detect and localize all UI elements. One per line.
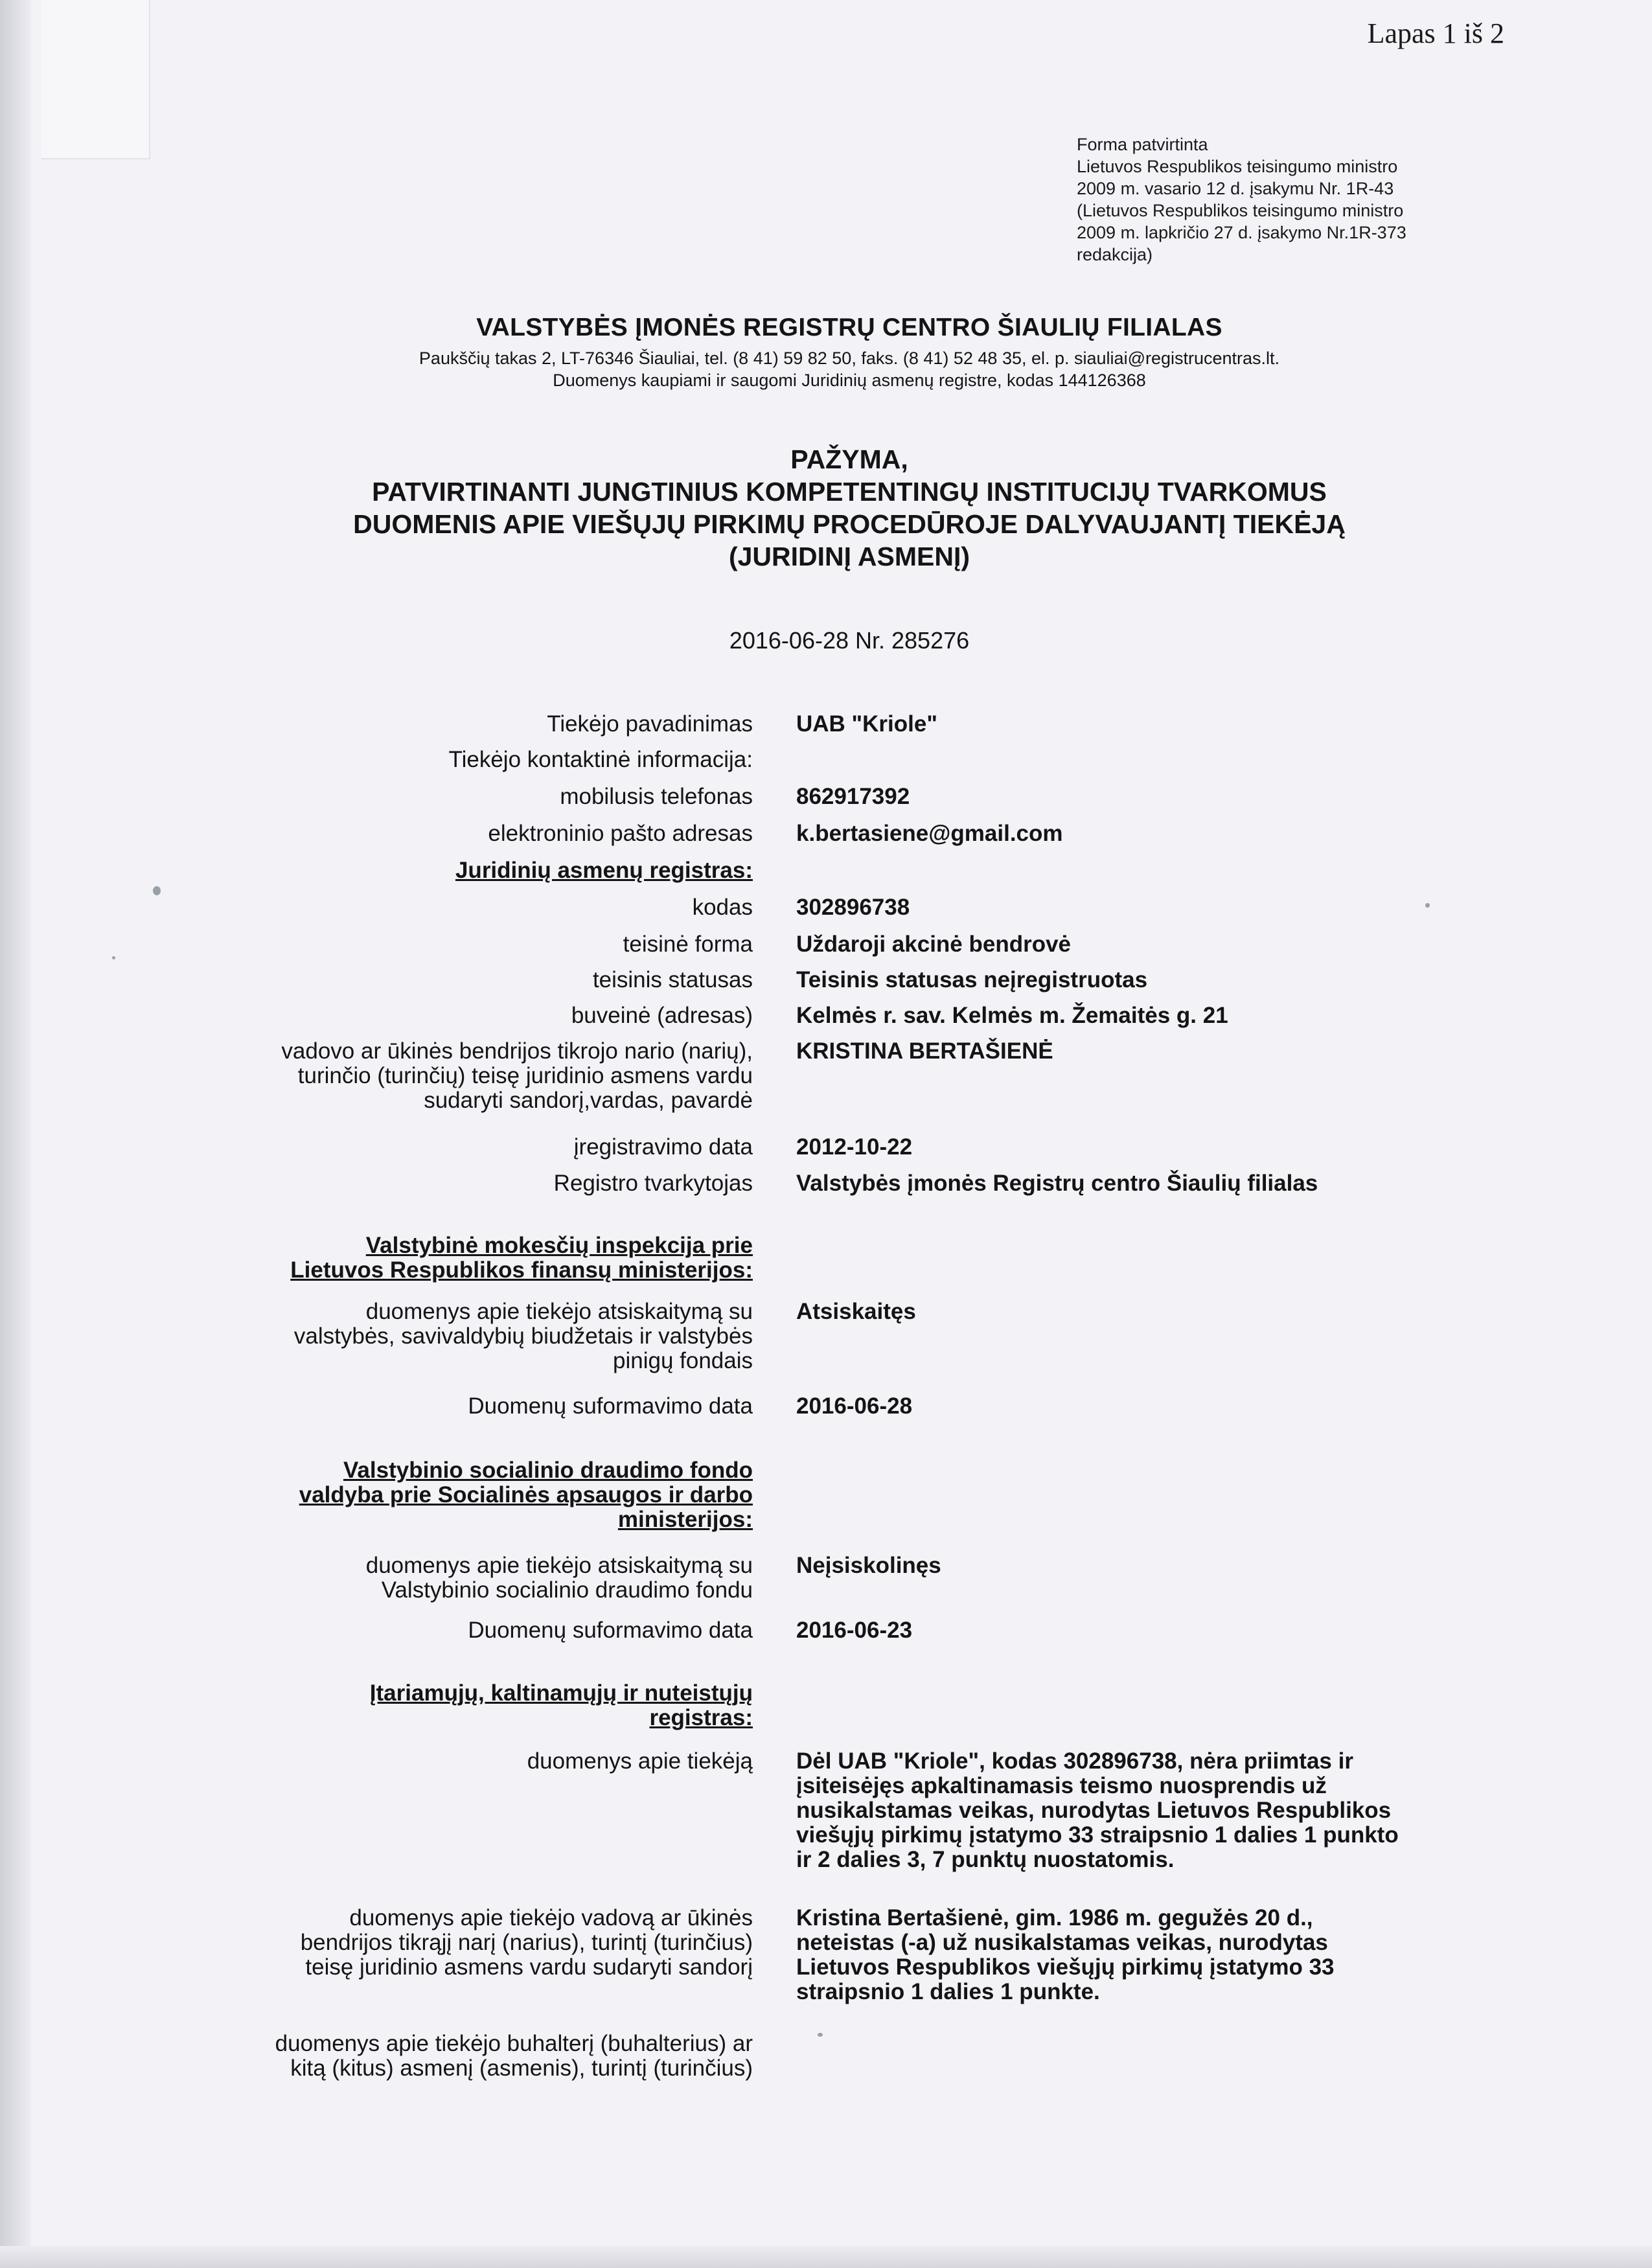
criminal-manager-label-line: bendrijos tikrąjį narį (narius), turintį (turinčius) [300, 1930, 753, 1955]
criminal-supplier-value [796, 1749, 1515, 1872]
legal-registry-heading: Juridinių asmenų registras: [455, 858, 753, 883]
registry-keeper-label: Registro tvarkytojas [553, 1171, 753, 1196]
social-heading [105, 1458, 753, 1532]
legal-status-label: teisinis statusas [592, 967, 753, 992]
form-note-line: redakcija) [1077, 245, 1153, 264]
scan-speck [112, 956, 115, 959]
criminal-supplier-line: viešųjų pirkimų įstatymo 33 straipsnio 1 dalies 1 punkto [796, 1822, 1399, 1848]
legal-form-value: Uždaroji akcinė bendrovė [796, 932, 1072, 957]
email-label: elektroninio pašto adresas [488, 821, 753, 846]
criminal-manager-value [796, 1906, 1515, 2004]
issuer-name: VALSTYBĖS ĮMONĖS REGISTRŲ CENTRO ŠIAULIŲ FILIALAS [476, 314, 1222, 341]
phone-label: mobilusis telefonas [560, 784, 753, 809]
social-date-label: Duomenų suformavimo data [468, 1618, 753, 1643]
title-line: PAŽYMA, [790, 444, 908, 474]
form-note-line: Forma patvirtinta [1077, 135, 1208, 154]
email-value: k.bertasiene@gmail.com [796, 821, 1063, 846]
criminal-manager-line: Lietuvos Respublikos viešųjų pirkimų įstatymo 33 [796, 1954, 1335, 1980]
social-settlement-label-line: duomenys apie tiekėjo atsiskaitymą su [365, 1553, 753, 1578]
title-line: PATVIRTINANTI JUNGTINIUS KOMPETENTINGŲ INSTITUCIJŲ TVARKOMUS [372, 477, 1327, 507]
page-number: Lapas 1 iš 2 [1367, 17, 1504, 49]
tax-settlement-label-line: valstybės, savivaldybių biudžetais ir valstybės [293, 1323, 753, 1349]
tax-date-label: Duomenų suformavimo data [468, 1393, 753, 1419]
manager-value: KRISTINA BERTAŠIENĖ [796, 1038, 1053, 1064]
manager-label [105, 1039, 753, 1113]
title-line: DUOMENIS APIE VIEŠŲJŲ PIRKIMŲ PROCEDŪROJE DALYVAUJANTĮ TIEKĖJĄ [353, 509, 1346, 539]
social-date-value: 2016-06-23 [796, 1618, 913, 1643]
tax-heading-line: Lietuvos Respublikos finansų ministerijos: [290, 1257, 753, 1283]
criminal-manager-label-line: duomenys apie tiekėjo vadovą ar ūkinės [349, 1905, 753, 1930]
address-value: Kelmės r. sav. Kelmės m. Žemaitės g. 21 [796, 1003, 1228, 1028]
supplier-name-label: Tiekėjo pavadinimas [547, 711, 753, 737]
form-note-line: 2009 m. vasario 12 d. įsakymu Nr. 1R-43 [1077, 179, 1394, 198]
tax-settlement-label-line: duomenys apie tiekėjo atsiskaitymą su [365, 1299, 753, 1324]
criminal-manager-line: neteistas (-a) už nusikalstamas veikas, nurodytas [796, 1930, 1328, 1955]
tax-heading [105, 1233, 753, 1283]
criminal-manager-label [105, 1906, 753, 1980]
supplier-name-value: UAB "Kriole" [796, 711, 937, 737]
criminal-supplier-line: ir 2 dalies 3, 7 punktų nuostatomis. [796, 1847, 1175, 1872]
document-date-number: 2016-06-28 Nr. 285276 [729, 627, 970, 654]
criminal-supplier-line: įsiteisėjęs apkaltinamasis teismo nuosprendis už [796, 1773, 1327, 1798]
registered-date-value: 2012-10-22 [796, 1134, 913, 1160]
criminal-manager-label-line: teisę juridinio asmens vardu sudaryti sandorį [305, 1954, 753, 1980]
registry-keeper-value: Valstybės įmonės Registrų centro Šiaulių filialas [796, 1171, 1318, 1196]
criminal-heading-line: Įtariamųjų, kaltinamųjų ir nuteistųjų [369, 1680, 753, 1706]
social-settlement-label [105, 1553, 753, 1603]
legal-status-value: Teisinis statusas neįregistruotas [796, 967, 1148, 992]
form-note-line: (Lietuvos Respublikos teisingumo ministro [1077, 201, 1404, 220]
code-value: 302896738 [796, 895, 910, 920]
address-label: buveinė (adresas) [571, 1003, 753, 1028]
manager-label-line: vadovo ar ūkinės bendrijos tikrojo nario (narių), [281, 1038, 753, 1064]
social-settlement-value: Neįsiskolinęs [796, 1553, 941, 1578]
code-label: kodas [692, 895, 753, 920]
social-settlement-label-line: Valstybinio socialinio draudimo fondu [381, 1577, 753, 1603]
criminal-registry-heading [105, 1681, 753, 1730]
tax-heading-line: Valstybinė mokesčių inspekcija prie [365, 1233, 753, 1258]
form-note-line: Lietuvos Respublikos teisingumo ministro [1077, 157, 1398, 176]
criminal-accountant-label-line: duomenys apie tiekėjo buhalterį (buhalterius) ar [275, 2031, 753, 2056]
criminal-supplier-line: Dėl UAB "Kriole", kodas 302896738, nėra priimtas ir [796, 1748, 1353, 1774]
phone-value: 862917392 [796, 784, 910, 809]
manager-label-line: sudaryti sandorį,vardas, pavardė [424, 1088, 753, 1113]
criminal-supplier-label: duomenys apie tiekėją [527, 1748, 753, 1774]
social-heading-line: Valstybinio socialinio draudimo fondo [343, 1458, 753, 1483]
tax-settlement-label [105, 1300, 753, 1373]
social-heading-line: ministerijos: [617, 1507, 753, 1532]
criminal-supplier-line: nusikalstamas veikas, nurodytas Lietuvos Respublikos [796, 1798, 1392, 1823]
criminal-manager-line: straipsnio 1 dalies 1 punkte. [796, 1979, 1100, 2004]
social-heading-line: valdyba prie Socialinės apsaugos ir darbo [299, 1482, 753, 1507]
manager-label-line: turinčio (turinčių) teisę juridinio asmens vardu [297, 1063, 753, 1088]
tax-date-value: 2016-06-28 [796, 1393, 913, 1419]
criminal-accountant-label-line: kitą (kitus) asmenį (asmenis), turintį (turinčius) [290, 2056, 753, 2081]
tax-settlement-label-line: pinigų fondais [613, 1348, 753, 1373]
criminal-accountant-label [105, 2032, 753, 2081]
supplier-contact-label: Tiekėjo kontaktinė informacija: [448, 747, 753, 772]
criminal-heading-line: registras: [649, 1705, 753, 1730]
tax-settlement-value: Atsiskaitęs [796, 1299, 916, 1324]
scan-speck [153, 886, 161, 895]
issuer-contacts: Paukščių takas 2, LT-76346 Šiauliai, tel. (8 41) 59 82 50, faks. (8 41) 52 48 35, el. p. siauliai@registrucentras.lt. [419, 349, 1280, 368]
registered-date-label: įregistravimo data [573, 1134, 753, 1160]
criminal-manager-line: Kristina Bertašienė, gim. 1986 m. gegužės 20 d., [796, 1905, 1313, 1930]
issuer-registry-note: Duomenys kaupiami ir saugomi Juridinių asmenų registre, kodas 144126368 [553, 371, 1146, 390]
form-note-line: 2009 m. lapkričio 27 d. įsakymo Nr.1R-373 [1077, 223, 1406, 242]
scan-speck [818, 2033, 823, 2037]
title-line: (JURIDINĮ ASMENĮ) [728, 542, 970, 571]
legal-form-label: teisinė forma [623, 932, 753, 957]
scan-speck [1425, 903, 1430, 908]
